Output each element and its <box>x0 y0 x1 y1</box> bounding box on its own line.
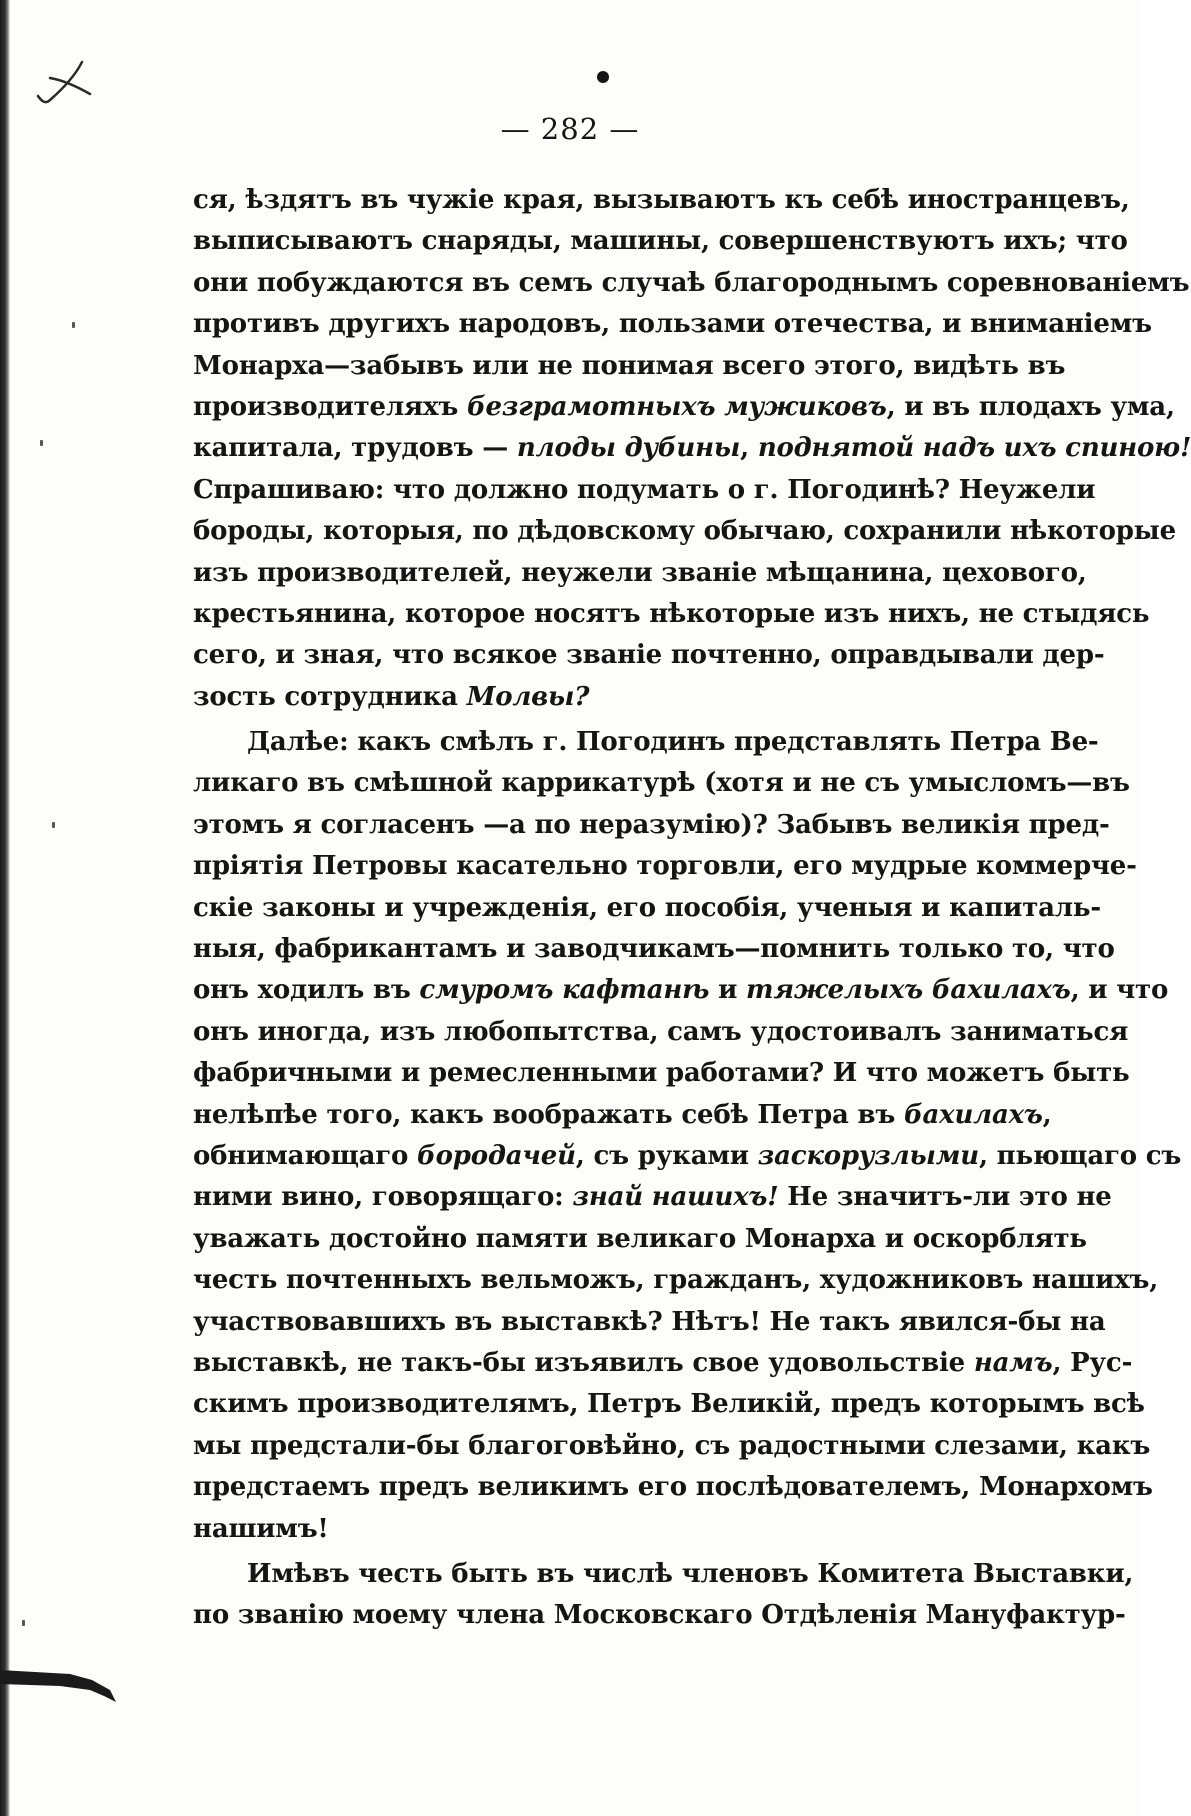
italic-phrase: Молвы? <box>466 681 590 712</box>
paragraph <box>193 1554 1134 1637</box>
stray-mark <box>40 440 43 446</box>
text-run: , <box>740 433 758 464</box>
paragraph <box>193 722 1182 1550</box>
text-run: фабричными и ремесленными работами? И что можетъ быть <box>193 1058 1130 1089</box>
text-run: нелѣпѣе того, какъ воображать себѣ Петра въ <box>193 1099 904 1130</box>
text-line <box>193 1302 1106 1343</box>
margin-cross-mark <box>36 56 106 116</box>
text-run: ликаго въ смѣшной каррикатурѣ (хотя и не съ умысломъ—въ <box>193 768 1130 799</box>
italic-phrase: знай нашихъ! <box>572 1182 779 1213</box>
text-line <box>193 428 1191 469</box>
text-run: по званію моему члена Московскаго Отдѣленія Мануфактур- <box>193 1600 1126 1631</box>
text-run: пріятія Петровы касательно торговли, его мудрые коммерче- <box>193 851 1137 882</box>
text-run: скіе законы и учрежденія, его пособія, ученыя и капиталь- <box>193 892 1101 923</box>
text-run: капитала, трудовъ — <box>193 433 517 464</box>
text-run: нашимъ! <box>193 1513 329 1544</box>
text-run: скимъ производителямъ, Петръ Великій, предъ которымъ всѣ <box>193 1389 1145 1420</box>
text-run: онъ иногда, изъ любопытства, самъ удостоивалъ заниматься <box>193 1016 1129 1047</box>
text-run: , и въ плодахъ ума, <box>886 391 1175 422</box>
text-line <box>193 1260 1159 1301</box>
text-line <box>193 763 1130 804</box>
text-line <box>193 1219 1087 1260</box>
text-line <box>193 1554 1134 1595</box>
text-run: Не значитъ-ли это не <box>778 1182 1112 1213</box>
text-run: и <box>709 975 747 1006</box>
text-line <box>193 635 1105 676</box>
text-line <box>193 594 1150 635</box>
page-number: — 282 — <box>500 112 640 146</box>
page-spine-shadow <box>0 0 10 1816</box>
text-line <box>193 470 1096 511</box>
text-run: этомъ я согласенъ —а по неразумію)? Забывъ великія пред- <box>193 809 1110 840</box>
stray-mark <box>72 322 75 328</box>
text-run: , пьющаго съ <box>978 1140 1182 1171</box>
italic-phrase: намъ <box>973 1347 1053 1378</box>
text-run: , и что <box>1070 975 1169 1006</box>
text-run: производителяхъ <box>193 391 467 422</box>
text-line <box>193 1095 1052 1136</box>
text-run: Далѣе: какъ смѣлъ г. Погодинъ представлять Петра Ве- <box>247 727 1099 758</box>
text-run: Имѣвъ честь быть въ числѣ членовъ Комитета Выставки, <box>247 1558 1134 1589</box>
text-run: бороды, которыя, по дѣдовскому обычаю, сохранили нѣкоторые <box>193 516 1176 547</box>
text-line <box>193 511 1176 552</box>
text-line <box>193 1343 1133 1384</box>
text-line <box>193 387 1175 428</box>
text-run: ся, ѣздятъ въ чужіе края, вызываютъ къ себѣ иностранцевъ, <box>193 185 1130 215</box>
text-line <box>193 1595 1126 1636</box>
text-run: , <box>1042 1099 1052 1130</box>
body-text <box>193 180 1191 1637</box>
top-ink-dot <box>597 71 609 83</box>
text-line <box>193 929 1115 970</box>
text-run: выставкѣ, не такъ-бы изъявилъ свое удовольствіе <box>193 1347 974 1378</box>
text-run: уважать достойно памяти великаго Монарха и оскорблять <box>193 1223 1087 1254</box>
text-run: выписываютъ снаряды, машины, совершенствуютъ ихъ; что <box>193 226 1128 257</box>
text-run: изъ производителей, неужели званіе мѣщанина, цехового, <box>193 557 1087 588</box>
text-line <box>193 677 1040 718</box>
text-line <box>193 1509 1040 1550</box>
italic-phrase: безграмотныхъ мужиковъ <box>466 391 887 422</box>
italic-phrase: плоды дубины <box>516 433 741 464</box>
text-line <box>193 553 1087 594</box>
text-line <box>193 221 1128 262</box>
text-line <box>193 1426 1151 1467</box>
text-run: Монарха—забывъ или не понимая всего этого, видѣть въ <box>193 350 1066 381</box>
text-run: онъ ходилъ въ <box>193 975 420 1006</box>
spine-ink-smudge <box>0 1668 120 1706</box>
text-run: обнимающаго <box>193 1140 417 1171</box>
text-run: , Рус- <box>1052 1347 1133 1378</box>
text-run: ныя, фабрикантамъ и заводчикамъ—помнить только то, что <box>193 934 1115 965</box>
italic-phrase: бородачей <box>417 1140 576 1171</box>
italic-phrase: заскорузлыми <box>757 1140 979 1171</box>
text-line <box>193 1384 1145 1425</box>
italic-phrase: смуромъ кафтанѣ <box>419 975 710 1006</box>
stray-mark <box>22 1620 25 1626</box>
text-line <box>193 722 1099 763</box>
text-line <box>193 1053 1130 1094</box>
text-line <box>193 346 1066 387</box>
text-line <box>193 970 1169 1011</box>
text-run: честь почтенныхъ вельможъ, гражданъ, художниковъ нашихъ, <box>193 1265 1159 1296</box>
text-run: участвовавшихъ въ выставкѣ? Нѣтъ! Не такъ явился-бы на <box>193 1306 1106 1337</box>
text-run: мы предстали-бы благоговѣйно, съ радостными слезами, какъ <box>193 1430 1151 1461</box>
text-line <box>193 1136 1182 1177</box>
paragraph <box>193 180 1191 718</box>
text-line <box>193 1177 1112 1218</box>
margin-note-label: X <box>96 68 97 69</box>
text-run: Спрашиваю: что должно подумать о г. Погодинѣ? Неужели <box>193 474 1096 505</box>
text-line <box>193 263 1190 304</box>
text-run: противъ другихъ народовъ, пользами отечества, и вниманіемъ <box>193 309 1152 340</box>
italic-phrase: поднятой надъ ихъ спиною! <box>757 433 1191 464</box>
text-line <box>193 1467 1153 1508</box>
text-run: зость сотрудника <box>193 681 467 712</box>
text-run: они побуждаются въ семъ случаѣ благороднымъ соревнованіемъ <box>193 267 1190 298</box>
text-line <box>193 304 1152 345</box>
italic-phrase: бахилахъ <box>903 1099 1043 1130</box>
text-line <box>193 805 1110 846</box>
text-line <box>193 1012 1129 1053</box>
text-run: , съ руками <box>575 1140 758 1171</box>
text-line <box>193 180 1130 221</box>
text-run: предстаемъ предъ великимъ его послѣдователемъ, Монархомъ <box>193 1472 1153 1503</box>
text-run: ними вино, говорящаго: <box>193 1182 573 1213</box>
stray-mark <box>52 822 55 828</box>
italic-phrase: тяжелыхъ бахилахъ <box>746 975 1071 1006</box>
text-line <box>193 846 1137 887</box>
text-run: сего, и зная, что всякое званіе почтенно, оправдывали дер- <box>193 640 1105 671</box>
text-run: крестьянина, которое носятъ нѣкоторые изъ нихъ, не стыдясь <box>193 598 1150 629</box>
text-line <box>193 888 1101 929</box>
